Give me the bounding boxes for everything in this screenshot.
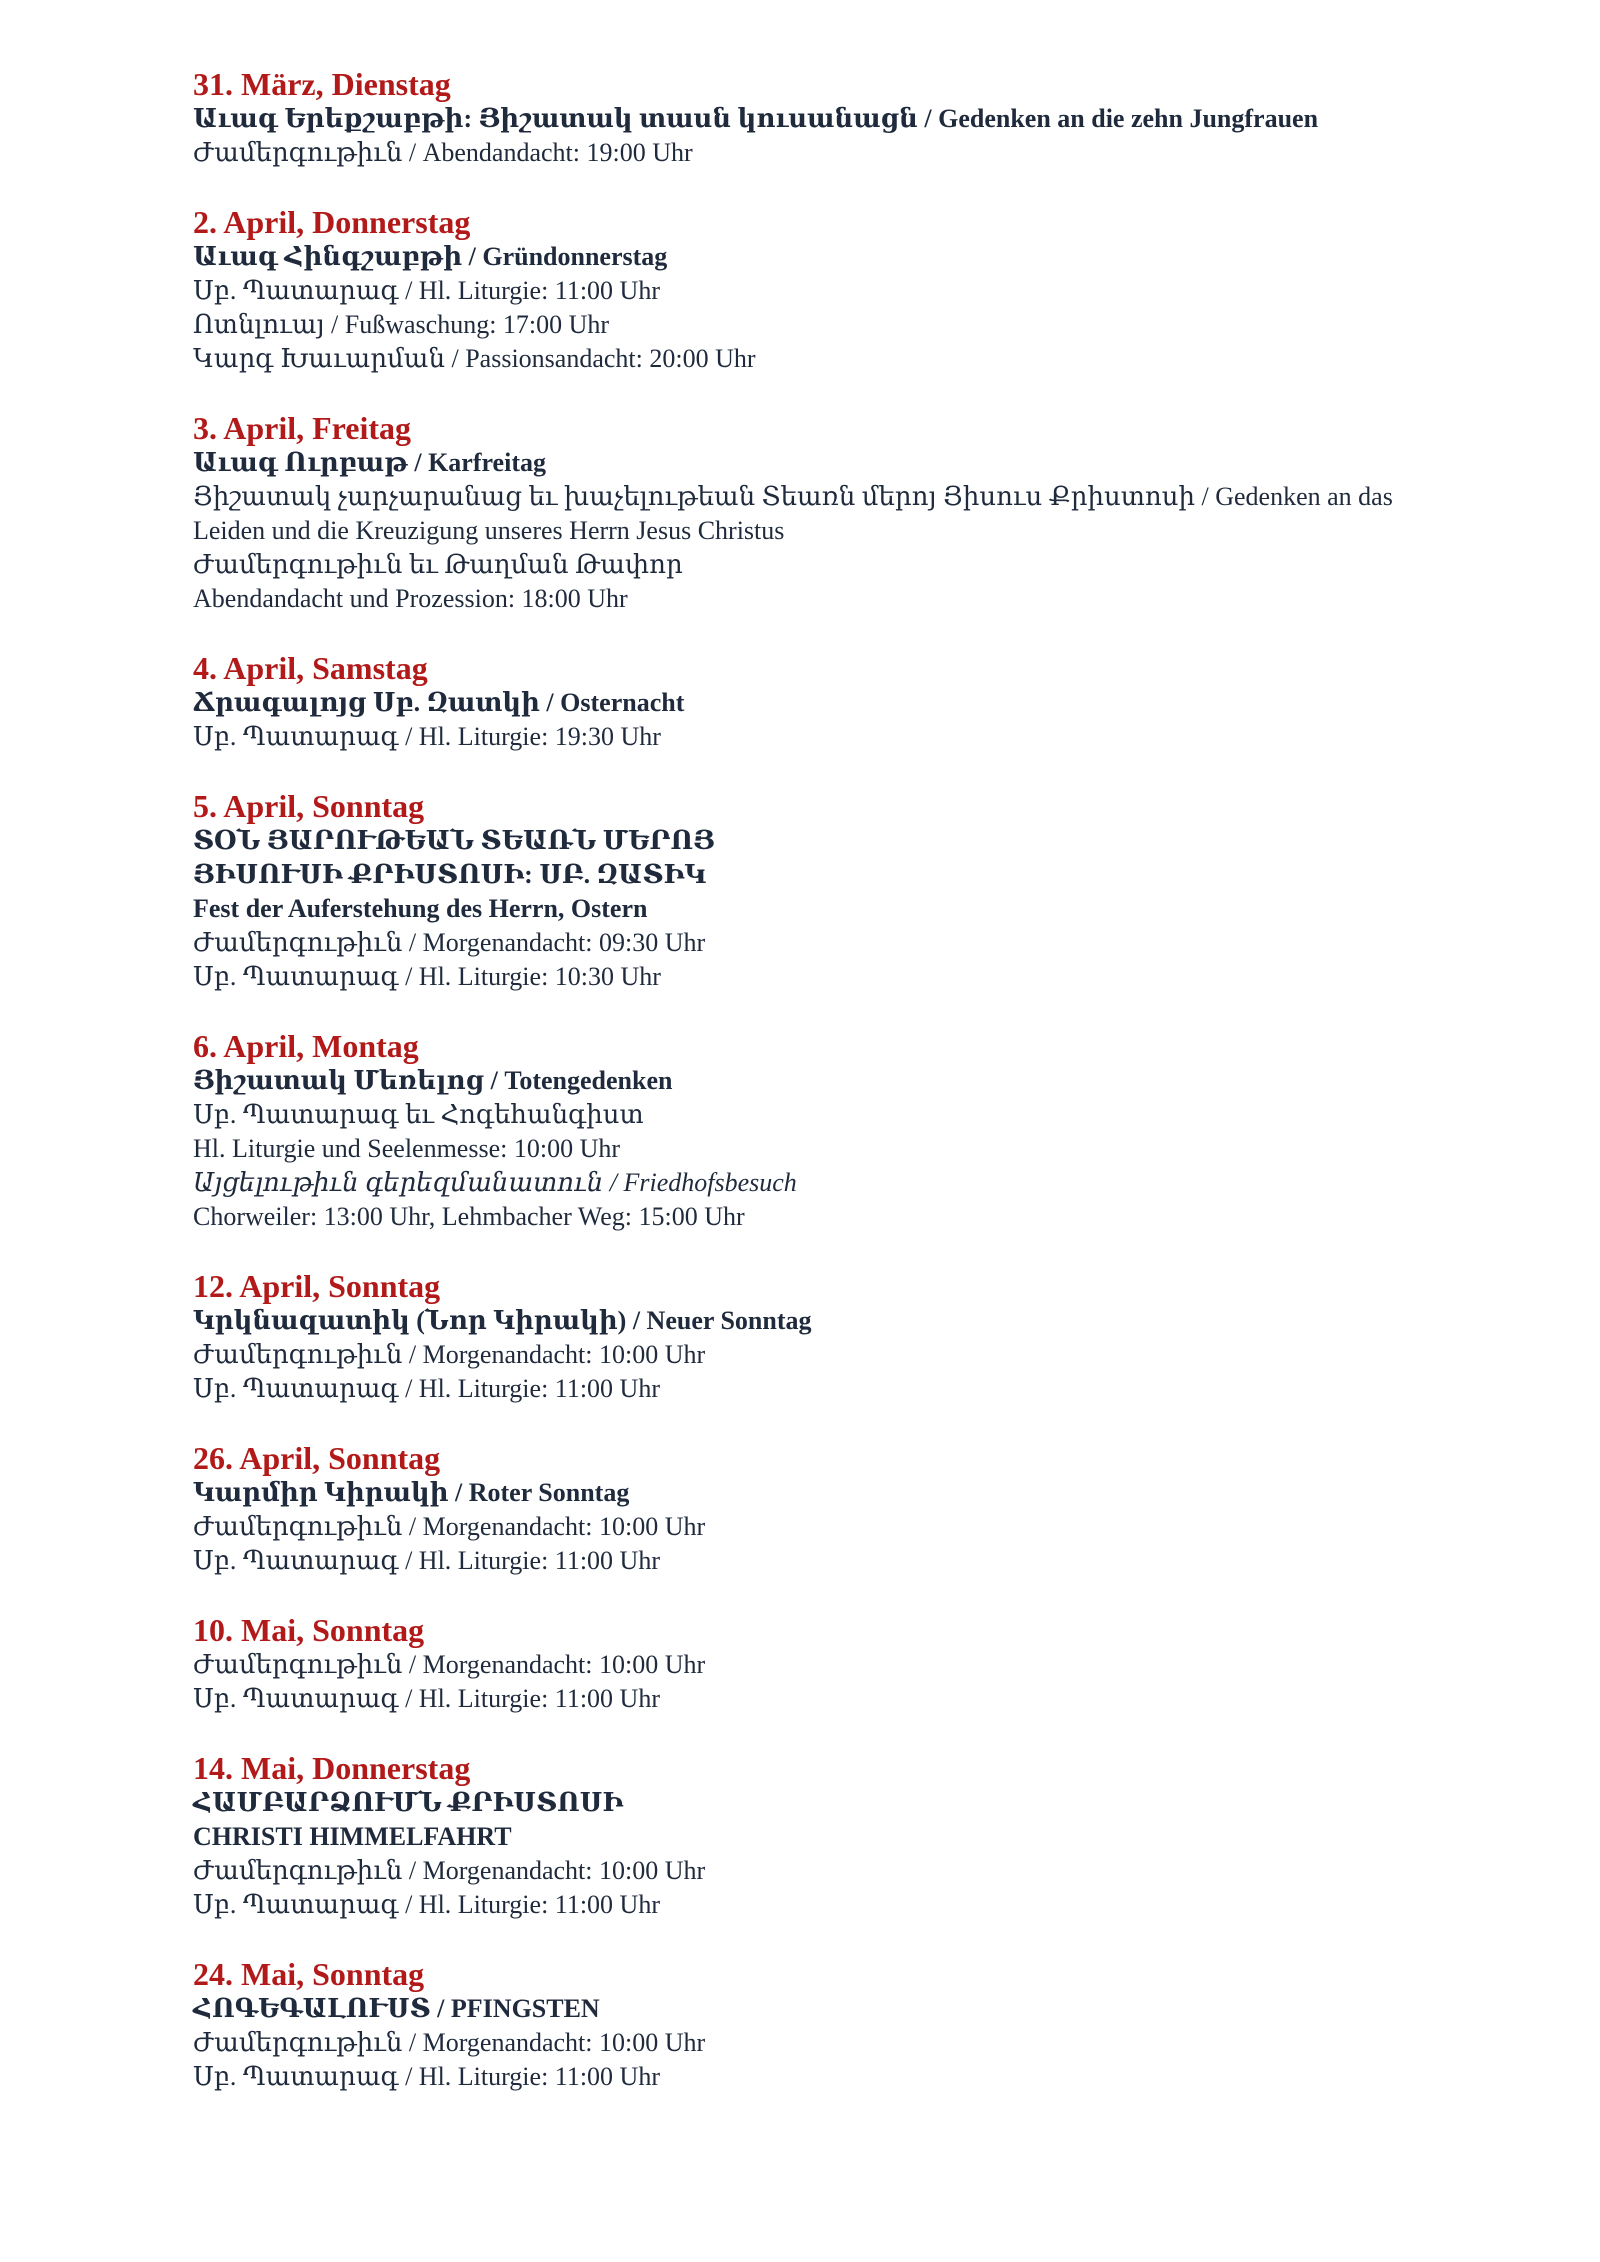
entry-detail-line: Սբ. Պատարագ / Hl. Liturgie: 11:00 Uhr [193, 1890, 660, 1919]
entry-detail-line: Hl. Liturgie und Seelenmesse: 10:00 Uhr [193, 1134, 621, 1163]
entry-detail-line: Յիշատակ չարչարանաց եւ խաչելութեան Տեառն մերոյ Յիսուս Քրիստոսի / Gedenken an das [193, 482, 1393, 511]
schedule-entry [193, 1440, 1523, 1578]
schedule-entry [193, 204, 1523, 376]
entry-detail-line: Սբ. Պատարագ / Hl. Liturgie: 11:00 Uhr [193, 1546, 660, 1575]
entry-detail-line: Սբ. Պատարագ / Hl. Liturgie: 11:00 Uhr [193, 1374, 660, 1403]
entry-date-heading: 24. Mai, Sonntag [193, 1956, 425, 1992]
entry-date-heading: 10. Mai, Sonntag [193, 1612, 425, 1648]
entry-occasion-line: Յիշատակ Մեռելոց / Totengedenken [193, 1066, 673, 1095]
entry-detail-line: Այցելութիւն գերեզմանատուն / Friedhofsbesuch [193, 1168, 797, 1197]
schedule-entry [193, 788, 1523, 994]
entry-occasion-line: ՏՕՆ ՅԱՐՈՒԹԵԱՆ ՏԵԱՌՆ ՄԵՐՈՅ [193, 826, 715, 855]
entry-detail-line: Chorweiler: 13:00 Uhr, Lehmbacher Weg: 15:00 Uhr [193, 1202, 745, 1231]
entry-date-heading: 4. April, Samstag [193, 650, 428, 686]
entry-detail-line: Ժամերգութիւն / Morgenandacht: 10:00 Uhr [193, 1650, 706, 1679]
entry-detail-line: Սբ. Պատարագ եւ Հոգեհանգիստ [193, 1100, 644, 1129]
entry-detail-line: Սբ. Պատարագ / Hl. Liturgie: 11:00 Uhr [193, 2062, 660, 2091]
entry-date-heading: 6. April, Montag [193, 1028, 419, 1064]
entry-detail-line: Սբ. Պատարագ / Hl. Liturgie: 19:30 Uhr [193, 722, 661, 751]
entry-date-heading: 14. Mai, Donnerstag [193, 1750, 471, 1786]
schedule-entry [193, 1956, 1523, 2094]
entry-detail-line: Abendandacht und Prozession: 18:00 Uhr [193, 584, 628, 613]
entry-date-heading: 5. April, Sonntag [193, 788, 425, 824]
entry-occasion-line: Աւագ Հինգշաբթի / Gründonnerstag [193, 242, 668, 271]
entry-detail-line: Ժամերգութիւն / Abendandacht: 19:00 Uhr [193, 138, 693, 167]
entry-detail-line: Սբ. Պատարագ / Hl. Liturgie: 11:00 Uhr [193, 276, 660, 305]
entry-detail-line: Ոտնլուայ / Fußwaschung: 17:00 Uhr [193, 310, 610, 339]
schedule-entry [193, 1028, 1523, 1234]
entry-detail-line: Ժամերգութիւն / Morgenandacht: 09:30 Uhr [193, 928, 706, 957]
entry-detail-line: Սբ. Պատարագ / Hl. Liturgie: 11:00 Uhr [193, 1684, 660, 1713]
entry-occasion-line: Fest der Auferstehung des Herrn, Ostern [193, 894, 648, 923]
schedule-entry [193, 1750, 1523, 1922]
schedule-entry [193, 1268, 1523, 1406]
entry-detail-line: Ժամերգութիւն / Morgenandacht: 10:00 Uhr [193, 1856, 706, 1885]
entry-date-heading: 12. April, Sonntag [193, 1268, 441, 1304]
entry-occasion-line: Աւագ Երեքշաբթի: Յիշատակ տասն կուսանացն / Gedenken an die zehn Jungfrauen [193, 104, 1319, 133]
entry-date-heading: 3. April, Freitag [193, 410, 412, 446]
schedule-entry [193, 650, 1523, 754]
event-schedule [193, 66, 1523, 2094]
entry-occasion-line: ՅԻՍՈՒՍԻ ՔՐԻՍՏՈՍԻ: ՍԲ. ԶԱՏԻԿ [193, 860, 707, 889]
entry-occasion-line: CHRISTI HIMMELFAHRT [193, 1822, 512, 1851]
entry-occasion-line: ՀՈԳԵԳԱԼՈՒՍՏ / PFINGSTEN [193, 1994, 600, 2023]
entry-occasion-line: Կրկնազատիկ (Նոր Կիրակի) / Neuer Sonntag [193, 1306, 812, 1335]
entry-detail-line: Սբ. Պատարագ / Hl. Liturgie: 10:30 Uhr [193, 962, 661, 991]
entry-date-heading: 31. März, Dienstag [193, 66, 451, 102]
entry-date-heading: 2. April, Donnerstag [193, 204, 471, 240]
schedule-entry [193, 410, 1523, 616]
entry-occasion-line: Աւագ Ուրբաթ / Karfreitag [193, 448, 546, 477]
entry-detail-line: Կարգ Խաւարման / Passionsandacht: 20:00 Uhr [193, 344, 756, 373]
entry-detail-line: Ժամերգութիւն / Morgenandacht: 10:00 Uhr [193, 1340, 706, 1369]
entry-occasion-line: Ճրագալոյց Սբ. Զատկի / Osternacht [193, 688, 685, 717]
schedule-entry [193, 66, 1523, 170]
entry-occasion-line: Կարմիր Կիրակի / Roter Sonntag [193, 1478, 630, 1507]
entry-occasion-line: ՀԱՄԲԱՐՁՈՒՄՆ ՔՐԻՍՏՈՍԻ [193, 1788, 624, 1817]
entry-detail-line: Ժամերգութիւն / Morgenandacht: 10:00 Uhr [193, 1512, 706, 1541]
entry-detail-line: Ժամերգութիւն եւ Թաղման Թափոր [193, 550, 683, 579]
entry-detail-line: Leiden und die Kreuzigung unseres Herrn Jesus Christus [193, 516, 785, 545]
schedule-entry [193, 1612, 1523, 1716]
entry-detail-line: Ժամերգութիւն / Morgenandacht: 10:00 Uhr [193, 2028, 706, 2057]
entry-date-heading: 26. April, Sonntag [193, 1440, 441, 1476]
